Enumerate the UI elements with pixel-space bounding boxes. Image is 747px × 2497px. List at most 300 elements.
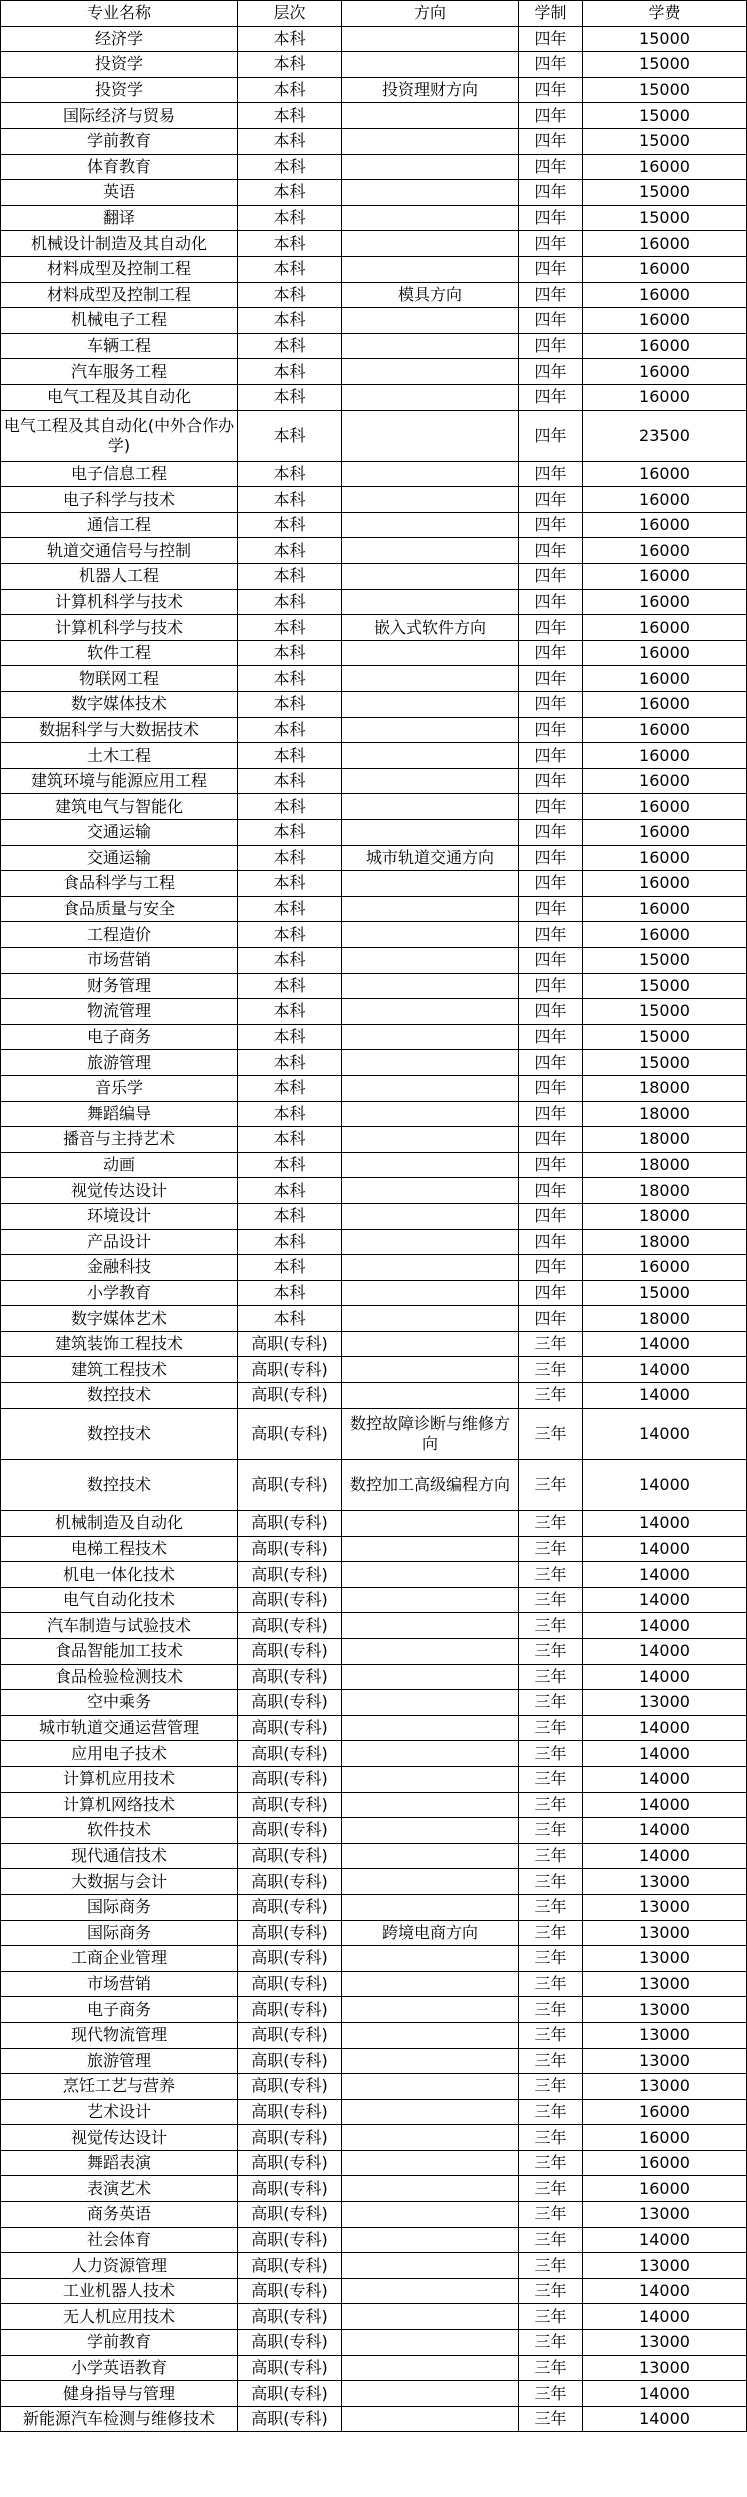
cell-tuition: 14000 (583, 1408, 747, 1459)
cell-tuition: 14000 (583, 2406, 747, 2432)
cell-level: 本科 (238, 128, 342, 154)
header-duration: 学制 (519, 1, 583, 27)
cell-level: 高职(专科) (238, 1818, 342, 1844)
cell-major: 经济学 (1, 26, 238, 52)
cell-level: 高职(专科) (238, 1408, 342, 1459)
cell-tuition: 16000 (583, 768, 747, 794)
cell-duration: 三年 (519, 2048, 583, 2074)
cell-duration: 三年 (519, 2330, 583, 2356)
cell-direction (342, 1306, 519, 1332)
cell-duration: 三年 (519, 2202, 583, 2228)
table-row (1, 922, 747, 948)
cell-major: 小学教育 (1, 1280, 238, 1306)
cell-level: 本科 (238, 1024, 342, 1050)
cell-direction (342, 564, 519, 590)
table-row (1, 2202, 747, 2228)
cell-duration: 三年 (519, 2022, 583, 2048)
cell-level: 本科 (238, 1050, 342, 1076)
table-row (1, 2253, 747, 2279)
cell-direction (342, 2227, 519, 2253)
cell-direction (342, 2074, 519, 2100)
cell-major: 现代通信技术 (1, 1843, 238, 1869)
table-row (1, 1664, 747, 1690)
cell-duration: 四年 (519, 1255, 583, 1281)
cell-duration: 三年 (519, 1715, 583, 1741)
cell-major: 舞蹈表演 (1, 2150, 238, 2176)
cell-direction (342, 1229, 519, 1255)
cell-direction (342, 128, 519, 154)
cell-tuition: 13000 (583, 1946, 747, 1972)
table-row (1, 845, 747, 871)
cell-duration: 四年 (519, 768, 583, 794)
cell-direction (342, 487, 519, 513)
cell-major: 国际商务 (1, 1920, 238, 1946)
cell-major: 电子信息工程 (1, 461, 238, 487)
cell-level: 高职(专科) (238, 1741, 342, 1767)
cell-major: 计算机网络技术 (1, 1792, 238, 1818)
cell-major: 市场营销 (1, 947, 238, 973)
cell-duration: 三年 (519, 1971, 583, 1997)
cell-tuition: 13000 (583, 2202, 747, 2228)
cell-level: 本科 (238, 333, 342, 359)
cell-major: 投资学 (1, 77, 238, 103)
cell-level: 本科 (238, 947, 342, 973)
cell-level: 本科 (238, 282, 342, 308)
table-row (1, 2022, 747, 2048)
table-row (1, 205, 747, 231)
cell-level: 本科 (238, 999, 342, 1025)
cell-duration: 三年 (519, 1639, 583, 1665)
table-row (1, 231, 747, 257)
table-row (1, 1869, 747, 1895)
cell-duration: 四年 (519, 154, 583, 180)
cell-duration: 三年 (519, 1894, 583, 1920)
table-row (1, 359, 747, 385)
cell-major: 汽车服务工程 (1, 359, 238, 385)
cell-major: 数字媒体技术 (1, 692, 238, 718)
cell-level: 高职(专科) (238, 2406, 342, 2432)
cell-tuition: 16000 (583, 512, 747, 538)
cell-major: 轨道交通信号与控制 (1, 538, 238, 564)
cell-level: 本科 (238, 52, 342, 78)
cell-tuition: 13000 (583, 1869, 747, 1895)
cell-level: 本科 (238, 845, 342, 871)
cell-level: 本科 (238, 1229, 342, 1255)
table-row (1, 1741, 747, 1767)
table-row (1, 1024, 747, 1050)
cell-duration: 四年 (519, 231, 583, 257)
table-row (1, 743, 747, 769)
cell-duration: 四年 (519, 333, 583, 359)
cell-tuition: 14000 (583, 1766, 747, 1792)
cell-direction (342, 512, 519, 538)
table-row (1, 1843, 747, 1869)
cell-level: 本科 (238, 820, 342, 846)
cell-level: 本科 (238, 973, 342, 999)
cell-level: 高职(专科) (238, 2278, 342, 2304)
cell-duration: 三年 (519, 2406, 583, 2432)
cell-major: 表演艺术 (1, 2176, 238, 2202)
cell-level: 本科 (238, 205, 342, 231)
cell-direction (342, 180, 519, 206)
cell-major: 物流管理 (1, 999, 238, 1025)
table-row (1, 180, 747, 206)
table-row (1, 384, 747, 410)
cell-level: 本科 (238, 615, 342, 641)
cell-duration: 三年 (519, 1690, 583, 1716)
cell-duration: 四年 (519, 256, 583, 282)
cell-level: 高职(专科) (238, 1869, 342, 1895)
cell-major: 产品设计 (1, 1229, 238, 1255)
table-row (1, 2381, 747, 2407)
cell-tuition: 16000 (583, 384, 747, 410)
cell-direction (342, 589, 519, 615)
cell-duration: 四年 (519, 589, 583, 615)
cell-tuition: 14000 (583, 1383, 747, 1409)
cell-direction (342, 1178, 519, 1204)
cell-duration: 四年 (519, 103, 583, 129)
cell-major: 大数据与会计 (1, 1869, 238, 1895)
cell-tuition: 13000 (583, 1894, 747, 1920)
table-row (1, 1971, 747, 1997)
cell-duration: 四年 (519, 947, 583, 973)
cell-tuition: 14000 (583, 2227, 747, 2253)
table-row (1, 2330, 747, 2356)
cell-duration: 四年 (519, 1178, 583, 1204)
cell-level: 本科 (238, 1075, 342, 1101)
cell-tuition: 16000 (583, 359, 747, 385)
cell-direction (342, 640, 519, 666)
cell-level: 本科 (238, 180, 342, 206)
cell-direction (342, 1818, 519, 1844)
cell-direction: 数控故障诊断与维修方向 (342, 1408, 519, 1459)
cell-level: 高职(专科) (238, 2227, 342, 2253)
table-row (1, 2355, 747, 2381)
cell-level: 高职(专科) (238, 1383, 342, 1409)
cell-level: 本科 (238, 871, 342, 897)
cell-duration: 四年 (519, 666, 583, 692)
cell-major: 食品检验检测技术 (1, 1664, 238, 1690)
cell-duration: 三年 (519, 2150, 583, 2176)
header-major: 专业名称 (1, 1, 238, 27)
cell-major: 新能源汽车检测与维修技术 (1, 2406, 238, 2432)
cell-level: 本科 (238, 1127, 342, 1153)
cell-level: 本科 (238, 1203, 342, 1229)
cell-duration: 三年 (519, 1818, 583, 1844)
cell-direction (342, 666, 519, 692)
cell-major: 城市轨道交通运营管理 (1, 1715, 238, 1741)
table-body (1, 26, 747, 2432)
cell-tuition: 13000 (583, 1997, 747, 2023)
cell-tuition: 16000 (583, 231, 747, 257)
cell-tuition: 16000 (583, 666, 747, 692)
cell-tuition: 14000 (583, 1613, 747, 1639)
cell-tuition: 15000 (583, 1024, 747, 1050)
cell-tuition: 15000 (583, 128, 747, 154)
cell-direction (342, 231, 519, 257)
cell-duration: 三年 (519, 1946, 583, 1972)
cell-duration: 四年 (519, 743, 583, 769)
cell-duration: 四年 (519, 282, 583, 308)
cell-duration: 四年 (519, 1127, 583, 1153)
table-row (1, 794, 747, 820)
cell-tuition: 15000 (583, 947, 747, 973)
cell-duration: 三年 (519, 1997, 583, 2023)
cell-direction (342, 973, 519, 999)
table-row (1, 128, 747, 154)
cell-level: 本科 (238, 692, 342, 718)
cell-major: 环境设计 (1, 1203, 238, 1229)
cell-duration: 三年 (519, 1792, 583, 1818)
cell-direction (342, 52, 519, 78)
cell-major: 材料成型及控制工程 (1, 256, 238, 282)
cell-direction: 投资理财方向 (342, 77, 519, 103)
cell-duration: 四年 (519, 180, 583, 206)
cell-tuition: 16000 (583, 743, 747, 769)
cell-duration: 四年 (519, 384, 583, 410)
cell-level: 高职(专科) (238, 1587, 342, 1613)
cell-tuition: 16000 (583, 2176, 747, 2202)
cell-tuition: 16000 (583, 282, 747, 308)
cell-direction (342, 1383, 519, 1409)
cell-major: 机器人工程 (1, 564, 238, 590)
cell-direction (342, 2330, 519, 2356)
cell-major: 英语 (1, 180, 238, 206)
cell-direction (342, 2406, 519, 2432)
cell-level: 高职(专科) (238, 2355, 342, 2381)
cell-major: 市场营销 (1, 1971, 238, 1997)
cell-duration: 四年 (519, 794, 583, 820)
table-row (1, 1383, 747, 1409)
cell-tuition: 15000 (583, 1280, 747, 1306)
cell-duration: 三年 (519, 1843, 583, 1869)
cell-major: 建筑环境与能源应用工程 (1, 768, 238, 794)
table-row (1, 1152, 747, 1178)
table-row (1, 1075, 747, 1101)
cell-tuition: 15000 (583, 999, 747, 1025)
cell-major: 食品质量与安全 (1, 896, 238, 922)
cell-direction (342, 538, 519, 564)
cell-duration: 四年 (519, 896, 583, 922)
cell-duration: 三年 (519, 2125, 583, 2151)
cell-duration: 四年 (519, 512, 583, 538)
cell-major: 小学英语教育 (1, 2355, 238, 2381)
cell-direction (342, 1127, 519, 1153)
cell-duration: 三年 (519, 1741, 583, 1767)
cell-duration: 四年 (519, 973, 583, 999)
cell-direction (342, 1101, 519, 1127)
cell-major: 机械制造及自动化 (1, 1511, 238, 1537)
cell-direction (342, 1843, 519, 1869)
cell-duration: 四年 (519, 1101, 583, 1127)
cell-direction: 城市轨道交通方向 (342, 845, 519, 871)
cell-major: 交通运输 (1, 845, 238, 871)
header-row (1, 1, 747, 27)
cell-major: 电梯工程技术 (1, 1536, 238, 1562)
table-row (1, 768, 747, 794)
cell-direction (342, 947, 519, 973)
cell-tuition: 13000 (583, 2048, 747, 2074)
cell-duration: 四年 (519, 538, 583, 564)
cell-major: 学前教育 (1, 128, 238, 154)
cell-major: 视觉传达设计 (1, 2125, 238, 2151)
cell-direction (342, 794, 519, 820)
cell-major: 健身指导与管理 (1, 2381, 238, 2407)
cell-level: 本科 (238, 717, 342, 743)
cell-tuition: 15000 (583, 1050, 747, 1076)
cell-level: 高职(专科) (238, 1459, 342, 1510)
cell-duration: 四年 (519, 1152, 583, 1178)
table-row (1, 1946, 747, 1972)
cell-major: 电子商务 (1, 1024, 238, 1050)
cell-tuition: 15000 (583, 52, 747, 78)
cell-tuition: 23500 (583, 410, 747, 461)
cell-level: 高职(专科) (238, 2202, 342, 2228)
cell-tuition: 16000 (583, 461, 747, 487)
cell-level: 高职(专科) (238, 1536, 342, 1562)
table-row (1, 538, 747, 564)
table-row (1, 615, 747, 641)
cell-level: 本科 (238, 922, 342, 948)
cell-major: 物联网工程 (1, 666, 238, 692)
cell-tuition: 16000 (583, 794, 747, 820)
cell-major: 机械设计制造及其自动化 (1, 231, 238, 257)
cell-direction (342, 2355, 519, 2381)
cell-level: 本科 (238, 589, 342, 615)
cell-tuition: 16000 (583, 640, 747, 666)
cell-level: 本科 (238, 794, 342, 820)
cell-direction (342, 1280, 519, 1306)
table-row (1, 2278, 747, 2304)
cell-level: 高职(专科) (238, 2150, 342, 2176)
cell-tuition: 16000 (583, 256, 747, 282)
cell-duration: 三年 (519, 2304, 583, 2330)
table-row (1, 1690, 747, 1716)
cell-duration: 三年 (519, 1920, 583, 1946)
cell-level: 本科 (238, 1255, 342, 1281)
cell-tuition: 14000 (583, 1511, 747, 1537)
cell-level: 高职(专科) (238, 1946, 342, 1972)
cell-direction (342, 692, 519, 718)
cell-duration: 三年 (519, 2227, 583, 2253)
table-row (1, 1306, 747, 1332)
cell-major: 计算机应用技术 (1, 1766, 238, 1792)
cell-duration: 四年 (519, 1203, 583, 1229)
cell-direction (342, 768, 519, 794)
cell-duration: 三年 (519, 1664, 583, 1690)
cell-duration: 四年 (519, 410, 583, 461)
cell-major: 工程造价 (1, 922, 238, 948)
table-row (1, 2176, 747, 2202)
table-row (1, 1357, 747, 1383)
cell-duration: 三年 (519, 2253, 583, 2279)
cell-level: 本科 (238, 77, 342, 103)
cell-tuition: 16000 (583, 154, 747, 180)
cell-tuition: 16000 (583, 1255, 747, 1281)
cell-major: 食品科学与工程 (1, 871, 238, 897)
cell-major: 舞蹈编导 (1, 1101, 238, 1127)
cell-direction (342, 1971, 519, 1997)
cell-duration: 三年 (519, 2355, 583, 2381)
cell-duration: 四年 (519, 1306, 583, 1332)
cell-direction (342, 1357, 519, 1383)
cell-major: 国际经济与贸易 (1, 103, 238, 129)
cell-duration: 三年 (519, 2099, 583, 2125)
cell-duration: 四年 (519, 26, 583, 52)
cell-level: 本科 (238, 154, 342, 180)
cell-level: 本科 (238, 666, 342, 692)
header-direction: 方向 (342, 1, 519, 27)
cell-level: 本科 (238, 231, 342, 257)
cell-direction (342, 1792, 519, 1818)
cell-tuition: 15000 (583, 26, 747, 52)
cell-level: 高职(专科) (238, 2381, 342, 2407)
cell-direction (342, 1587, 519, 1613)
cell-major: 建筑装饰工程技术 (1, 1331, 238, 1357)
cell-major: 国际商务 (1, 1894, 238, 1920)
cell-tuition: 16000 (583, 845, 747, 871)
cell-direction (342, 1869, 519, 1895)
cell-direction (342, 1562, 519, 1588)
cell-tuition: 14000 (583, 1792, 747, 1818)
table-row (1, 1127, 747, 1153)
table-row (1, 1331, 747, 1357)
cell-level: 高职(专科) (238, 2330, 342, 2356)
cell-major: 应用电子技术 (1, 1741, 238, 1767)
cell-duration: 四年 (519, 922, 583, 948)
cell-direction (342, 2022, 519, 2048)
cell-duration: 四年 (519, 564, 583, 590)
cell-major: 电气工程及其自动化 (1, 384, 238, 410)
table-row (1, 973, 747, 999)
cell-duration: 三年 (519, 2074, 583, 2100)
cell-tuition: 16000 (583, 487, 747, 513)
cell-major: 数字媒体艺术 (1, 1306, 238, 1332)
cell-major: 数控技术 (1, 1459, 238, 1510)
cell-tuition: 18000 (583, 1127, 747, 1153)
cell-level: 高职(专科) (238, 1843, 342, 1869)
table-row (1, 999, 747, 1025)
cell-direction (342, 1255, 519, 1281)
cell-level: 本科 (238, 384, 342, 410)
cell-major: 翻译 (1, 205, 238, 231)
cell-level: 本科 (238, 1306, 342, 1332)
cell-direction (342, 384, 519, 410)
cell-duration: 三年 (519, 1766, 583, 1792)
cell-duration: 四年 (519, 1024, 583, 1050)
cell-major: 数据科学与大数据技术 (1, 717, 238, 743)
table-row (1, 896, 747, 922)
cell-tuition: 15000 (583, 77, 747, 103)
table-row (1, 640, 747, 666)
cell-level: 本科 (238, 1152, 342, 1178)
cell-level: 高职(专科) (238, 1511, 342, 1537)
cell-major: 工业机器人技术 (1, 2278, 238, 2304)
table-row (1, 1715, 747, 1741)
cell-level: 本科 (238, 1178, 342, 1204)
table-row (1, 461, 747, 487)
cell-direction (342, 256, 519, 282)
cell-major: 动画 (1, 1152, 238, 1178)
cell-duration: 三年 (519, 2381, 583, 2407)
cell-direction (342, 1203, 519, 1229)
cell-major: 电子商务 (1, 1997, 238, 2023)
table-row (1, 26, 747, 52)
cell-major: 视觉传达设计 (1, 1178, 238, 1204)
cell-major: 旅游管理 (1, 1050, 238, 1076)
cell-tuition: 16000 (583, 333, 747, 359)
cell-duration: 四年 (519, 1075, 583, 1101)
